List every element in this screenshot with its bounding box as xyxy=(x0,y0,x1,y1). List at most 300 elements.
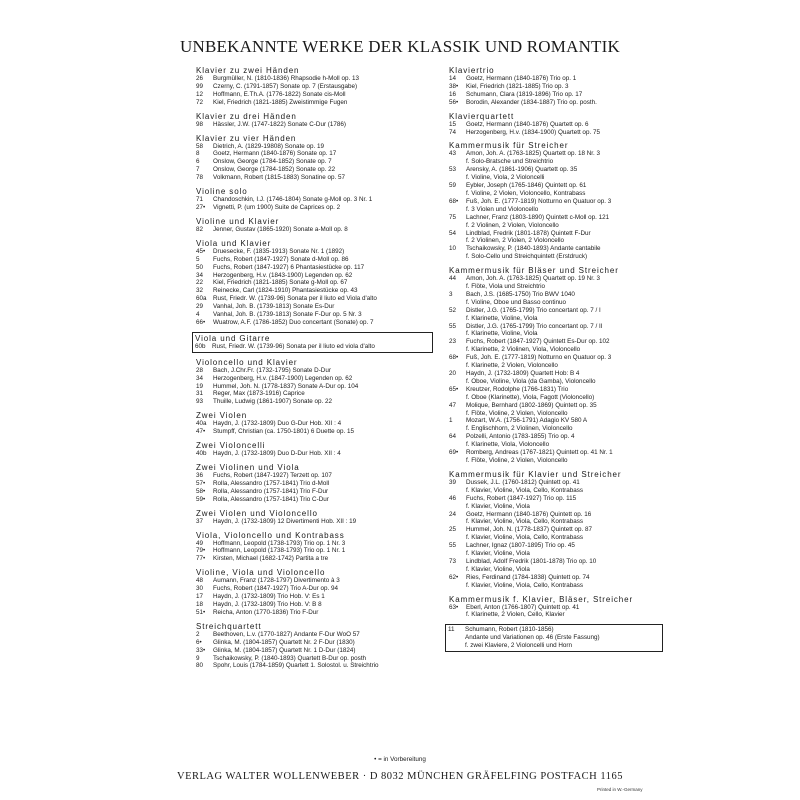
catalog-entry xyxy=(196,226,431,234)
catalog-entry xyxy=(449,457,665,465)
entry-number xyxy=(449,330,466,338)
catalog-entry xyxy=(449,291,665,299)
entry-text: Andante und Variationen op. 46 (Erste Fassung) xyxy=(465,634,600,642)
catalog-section xyxy=(192,332,433,353)
catalog-entry xyxy=(449,129,665,137)
catalog-entry xyxy=(449,206,665,214)
entry-text: f. Klavier, Violine, Viola, Cello, Kontrabass xyxy=(466,518,584,526)
entry-text: Lindblad, Fredrik (1801-1878) Quintett F-Dur xyxy=(466,229,591,237)
entry-text: Herzogenberg, H.v. (1834-1900) Quartett op. 75 xyxy=(466,128,600,136)
entry-text: Chandoschkin, I.J. (1746-1804) Sonate g-Moll op. 3 Nr. 1 xyxy=(213,196,373,204)
entry-text: Amon, Joh. A. (1763-1825) Quartett op. 19 Nr. 3 xyxy=(466,275,601,283)
catalog-entry xyxy=(449,518,665,526)
entry-text: Spohr, Louis (1784-1859) Quartett 1. Solostol. u. Streichtrio xyxy=(213,662,379,670)
catalog-entry xyxy=(196,555,431,563)
catalog-entry xyxy=(196,279,431,287)
entry-text: Jenner, Gustav (1865-1920) Sonate a-Moll op. 8 xyxy=(213,225,348,233)
entry-text: f. Englischhorn, 2 Violinen, Violoncello xyxy=(466,425,573,433)
entry-number: 7 xyxy=(196,166,200,174)
catalog-section xyxy=(445,624,663,652)
catalog-entry xyxy=(449,354,665,362)
entry-number xyxy=(449,190,466,198)
entry-text: Kirsten, Michael (1682-1742) Partita a tre xyxy=(213,555,329,563)
catalog-entry xyxy=(196,647,431,655)
entry-text: Schumann, Robert (1810-1856) xyxy=(465,626,554,634)
catalog-entry xyxy=(196,450,431,458)
catalog-section xyxy=(196,112,431,129)
entry-text: f. Flöte, Violine, 2 Violen, Violoncello xyxy=(466,409,568,417)
section-heading: Kammermusik für Klavier und Streicher xyxy=(449,469,622,479)
entry-number: 9 xyxy=(196,654,200,662)
entry-text: f. zwei Klaviere, 2 Violoncelli und Horn xyxy=(465,642,572,650)
catalog-entry xyxy=(196,585,431,593)
entry-text: Fuchs, Robert (1847-1927) Trio A-Dur op. 94 xyxy=(213,585,338,593)
entry-text: Reicha, Anton (1770-1836) Trio F-Dur xyxy=(213,608,319,616)
entry-text: Lachner, Ignaz (1807-1895) Trio op. 45 xyxy=(466,542,575,550)
entry-text: Stumpff, Christian (ca. 1750-1801) 6 Duette op. 15 xyxy=(213,428,354,436)
catalog-entry xyxy=(196,303,431,311)
entry-number xyxy=(449,283,466,291)
catalog-entry xyxy=(449,275,665,283)
entry-number: 75 xyxy=(449,213,457,221)
entry-text: Haydn, J. (1732-1809) Duo D-Dur Hob. XII : 4 xyxy=(213,450,341,458)
catalog-entry xyxy=(196,383,431,391)
entry-number: 72 xyxy=(196,98,204,106)
section-heading: Violine, Viola und Violoncello xyxy=(196,568,326,578)
catalog-entry xyxy=(449,511,665,519)
catalog-section xyxy=(196,441,431,458)
section-heading: Viola und Gitarre xyxy=(195,333,271,343)
entry-number xyxy=(448,634,465,642)
entry-text: Onslow, George (1784-1852) Sonate op. 7 xyxy=(213,158,332,166)
left-column xyxy=(196,66,431,675)
entry-number: 36 xyxy=(196,472,204,479)
section-heading: Zwei Violinen und Viola xyxy=(196,463,300,472)
entry-text: Dietrich, A. (1829-19808) Sonate op. 19 xyxy=(213,142,324,150)
entry-text: f. 3 Violen und Violoncello xyxy=(466,205,539,213)
catalog-entry xyxy=(196,150,431,158)
catalog-entry xyxy=(449,338,665,346)
entry-text: f. 2 Violinen, 2 Violen, 2 Violoncello xyxy=(466,237,565,245)
entry-number: 33• xyxy=(196,646,206,654)
entry-text: Molique, Bernhard (1802-1869) Quintett op. 35 xyxy=(466,401,597,409)
entry-number xyxy=(449,378,466,386)
section-heading: Viola und Klavier xyxy=(196,238,272,248)
section-heading: Klavier zu vier Händen xyxy=(196,133,297,143)
entry-text: Onslow, George (1784-1852) Sonate op. 22 xyxy=(213,166,336,174)
catalog-entry xyxy=(449,566,665,574)
section-heading: Streichquartett xyxy=(196,621,262,631)
entry-number: 73 xyxy=(449,557,457,565)
catalog-section xyxy=(449,266,665,465)
entry-number: 18 xyxy=(196,600,204,608)
entry-number: 66• xyxy=(196,318,206,326)
section-heading: Klavier zu drei Händen xyxy=(196,111,297,121)
entry-text: Romberg, Andreas (1767-1821) Quintett op. 41 Nr. 1 xyxy=(466,449,613,457)
entry-number: 34 xyxy=(196,374,204,382)
entry-text: Czerny, C. (1791-1857) Sonate op. 7 (Erstausgabe) xyxy=(213,82,358,90)
catalog-section xyxy=(449,112,665,137)
catalog-entry xyxy=(196,390,431,398)
catalog-entry xyxy=(196,577,431,585)
entry-number: 60a xyxy=(196,295,207,303)
entry-number: 27• xyxy=(196,203,206,211)
entry-text: Vanhal, Joh. B. (1739-1813) Sonate F-Dur op. 5 Nr. 3 xyxy=(213,311,362,319)
section-heading: Zwei Violoncelli xyxy=(196,441,266,451)
catalog-entry xyxy=(196,540,431,548)
catalog-entry xyxy=(449,315,665,323)
entry-number xyxy=(449,441,466,449)
entry-text: Tschaikowsky, P. (1840-1893) Quartett B-Dur op. posth xyxy=(213,654,367,662)
catalog-entry xyxy=(196,472,431,480)
entry-text: Fuchs, Robert (1847-1927) Terzett op. 107 xyxy=(213,472,332,479)
catalog-entry xyxy=(449,433,665,441)
catalog-entry xyxy=(449,214,665,222)
entry-text: f. Solo-Cello und Streichquintett (Erstdruck) xyxy=(466,253,588,261)
entry-text: Fuchs, Robert (1847-1927) Trio op. 115 xyxy=(466,494,577,502)
page-title: UNBEKANNTE WERKE DER KLASSIK UND ROMANTIK xyxy=(180,37,620,56)
entry-number xyxy=(449,253,466,261)
entry-number: 3 xyxy=(449,290,453,298)
catalog-entry xyxy=(196,166,431,174)
entry-number: 71 xyxy=(196,196,204,204)
entry-text: Reger, Max (1873-1916) Caprice xyxy=(213,390,305,398)
entry-number: 37 xyxy=(196,517,204,525)
catalog-entry xyxy=(196,662,431,670)
section-heading: Violine solo xyxy=(196,187,248,197)
entry-number: 43 xyxy=(449,150,457,158)
entry-number xyxy=(449,550,466,558)
catalog-entry xyxy=(196,518,431,526)
catalog-section xyxy=(196,463,431,504)
catalog-entry xyxy=(449,582,665,590)
catalog-entry xyxy=(196,272,431,280)
entry-text: Lachner, Franz (1803-1890) Quintett c-Moll op. 121 xyxy=(466,213,610,221)
entry-text: Fuß, Joh. E. (1777-1819) Notturno en Quatuor op. 3 xyxy=(466,197,612,205)
catalog-entry xyxy=(196,99,431,107)
entry-number: 14 xyxy=(449,75,457,82)
catalog-entry xyxy=(449,346,665,354)
entry-number: 55 xyxy=(449,542,457,550)
entry-text: Fuchs, Robert (1847-1927) 6 Phantasiestücke op. 117 xyxy=(213,263,365,271)
section-heading: Kammermusik f. Klavier, Bläser, Streicher xyxy=(449,594,634,604)
catalog-section xyxy=(196,622,431,671)
entry-number: 39 xyxy=(449,478,457,486)
entry-number xyxy=(449,299,466,307)
entry-text: f. Klavier, Violine, Viola, Cello, Kontrabass xyxy=(466,581,584,589)
catalog-entry xyxy=(449,526,665,534)
entry-text: Bach, J.S. (1685-1750) Trio BWV 1040 xyxy=(466,290,575,298)
catalog-entry xyxy=(449,425,665,433)
entry-number xyxy=(449,222,466,230)
entry-number xyxy=(449,346,466,354)
entry-text: Rolla, Alessandro (1757-1841) Trio C-Dur xyxy=(213,495,329,503)
catalog-section xyxy=(196,66,431,107)
entry-text: f. Klavier, Violine, Viola, Cello, Kontrabass xyxy=(466,486,584,494)
entry-text: Hässler, J.W. (1747-1822) Sonate C-Dur (1786) xyxy=(213,120,346,128)
entry-number: 80 xyxy=(196,662,204,670)
catalog-entry xyxy=(196,264,431,272)
catalog-entry xyxy=(449,323,665,331)
entry-number: 30 xyxy=(196,585,204,593)
entry-number: 63• xyxy=(449,603,459,611)
catalog-entry xyxy=(449,75,665,83)
entry-number: 65• xyxy=(449,385,459,393)
catalog-entry xyxy=(196,480,431,488)
entry-number: 58• xyxy=(196,487,206,495)
entry-text: Hoffmann, E.Th.A. (1776-1822) Sonate cis-Moll xyxy=(213,90,346,98)
entry-number: 46 xyxy=(449,494,457,502)
catalog-entry xyxy=(196,248,431,256)
entry-number xyxy=(449,582,466,590)
catalog-section xyxy=(449,595,665,620)
catalog-entry xyxy=(449,222,665,230)
entry-text: Polzelli, Antonio (1783-1855) Trio op. 4 xyxy=(466,433,575,441)
entry-text: f. Oboe (Klarinette), Viola, Fagott (Violoncello) xyxy=(466,393,595,401)
catalog-entry xyxy=(196,295,431,303)
catalog-entry xyxy=(449,558,665,566)
entry-text: Fuchs, Robert (1847-1927) Quintett Es-Dur op. 102 xyxy=(466,338,610,346)
entry-number: 24 xyxy=(449,510,457,518)
catalog-section xyxy=(196,531,431,564)
entry-number: 56• xyxy=(449,98,459,106)
entry-text: Kiel, Friedrich (1821-1885) Trio op. 3 xyxy=(466,82,569,90)
catalog-section xyxy=(449,470,665,590)
entry-number: 31 xyxy=(196,390,204,398)
entry-number: 57• xyxy=(196,479,206,487)
entry-text: Kiel, Friedrich (1821-1885) Zweistimmige Fugen xyxy=(213,98,348,106)
entry-text: Druesecke, F. (1835-1913) Sonate Nr. 1 (1892) xyxy=(213,247,345,255)
entry-number: 62• xyxy=(449,573,459,581)
catalog-entry xyxy=(449,542,665,550)
catalog-entry xyxy=(196,75,431,83)
entry-number: 47 xyxy=(449,401,457,409)
entry-text: Goetz, Hermann (1840-1876) Sonate op. 17 xyxy=(213,150,337,158)
catalog-entry xyxy=(449,190,665,198)
catalog-entry xyxy=(196,143,431,151)
catalog-entry xyxy=(449,417,665,425)
section-heading: Klaviertrio xyxy=(449,66,495,75)
entry-text: Arensky, A. (1861-1906) Quartett op. 35 xyxy=(466,166,578,174)
catalog-entry xyxy=(196,174,431,182)
section-heading: Violoncello und Klavier xyxy=(196,357,298,367)
entry-text: f. Violine, Oboe und Basso continuo xyxy=(466,298,567,306)
catalog-entry xyxy=(196,655,431,663)
catalog-entry xyxy=(196,601,431,609)
entry-text: Aumann, Franz (1728-1797) Divertimento à 3 xyxy=(213,577,340,585)
entry-text: Hummel, Joh. N. (1778-1837) Quintett op. 87 xyxy=(466,526,593,534)
entry-text: Wuatrow, A.F. (1786-1852) Duo concertant (Sonate) op. 7 xyxy=(213,318,374,326)
entry-text: f. 2 Violinen, 2 Violen, Violoncello xyxy=(466,221,559,229)
entry-number: 6 xyxy=(196,158,200,166)
entry-text: Glinka, M. (1804-1857) Quartett Nr. 1 D-Dur (1824) xyxy=(213,646,356,654)
entry-text: Reinecke, Carl (1824-1910) Phantasiestücke op. 43 xyxy=(213,287,358,295)
section-heading: Zwei Violen xyxy=(196,411,248,421)
catalog-entry xyxy=(196,158,431,166)
entry-number: 11 xyxy=(448,626,455,634)
entry-text: Herzogenberg, H.v. (1843-1900) Legenden op. 62 xyxy=(213,271,353,279)
entry-text: Fuß, Joh. E. (1777-1819) Notturno en Quatuor op. 3 xyxy=(466,354,612,362)
entry-number: 51• xyxy=(196,608,206,616)
entry-text: Goetz, Hermann (1840-1876) Quintett op. 16 xyxy=(466,510,592,518)
entry-text: Goetz, Hermann (1840-1876) Quartett op. 6 xyxy=(466,120,589,128)
entry-text: f. Klarinette, Viola, Violoncello xyxy=(466,441,550,449)
catalog-entry xyxy=(449,479,665,487)
catalog-section xyxy=(449,66,665,107)
entry-text: f. Klavier, Violine, Viola, Cello, Kontrabass xyxy=(466,534,584,542)
entry-text: Haydn, J. (1732-1809) Duo G-Dur Hob. XII : 4 xyxy=(213,420,342,428)
entry-text: Eberl, Anton (1766-1807) Quintett op. 41 xyxy=(466,603,580,611)
catalog-entry xyxy=(449,99,665,107)
entry-number: 82 xyxy=(196,225,204,233)
catalog-entry xyxy=(196,631,431,639)
entry-text: Vanhal, Joh. B. (1739-1813) Sonate Es-Dur xyxy=(213,303,335,311)
entry-text: Volkmann, Robert (1815-1883) Sonatine op. 57 xyxy=(213,174,345,182)
catalog-entry xyxy=(449,611,665,619)
entry-number: 15 xyxy=(449,120,457,128)
entry-number: 59• xyxy=(196,495,206,503)
catalog-section xyxy=(196,568,431,617)
entry-text: Rolla, Alessandro (1757-1841) Trio d-Moll xyxy=(213,479,330,487)
catalog-entry xyxy=(449,245,665,253)
entry-text: f. Violine, Viola, 2 Violoncelli xyxy=(466,174,545,182)
entry-text: f. Klarinette, 2 Violinen, Viola, Violoncello xyxy=(466,346,581,354)
catalog-entry xyxy=(449,307,665,315)
catalog-entry xyxy=(449,198,665,206)
catalog-entry xyxy=(196,204,431,212)
section-heading: Zwei Violen und Violoncello xyxy=(196,508,318,518)
entry-number: 50 xyxy=(196,263,204,271)
entry-number: 12 xyxy=(196,90,204,98)
entry-number: 45• xyxy=(196,247,206,255)
entry-number: 25 xyxy=(449,526,457,534)
entry-number: 44 xyxy=(449,275,457,283)
catalog-entry xyxy=(449,503,665,511)
catalog-section xyxy=(196,239,431,327)
entry-number xyxy=(449,410,466,418)
right-column xyxy=(449,66,665,657)
catalog-entry xyxy=(196,428,431,436)
entry-text: Amon, Joh. A. (1763-1825) Quartett op. 18 Nr. 3 xyxy=(466,150,601,158)
entry-text: Goetz, Hermann (1840-1876) Trio op. 1 xyxy=(466,75,577,82)
entry-number: 5 xyxy=(196,255,200,263)
catalog-entry xyxy=(449,330,665,338)
entry-number: 6• xyxy=(196,638,202,646)
catalog-entry xyxy=(196,83,431,91)
entry-text: Rust, Friedr. W. (1739-96) Sonata per il liuto ed Viola d'alto xyxy=(213,295,377,303)
entry-text: Bach, J.Chr.Fr. (1732-1795) Sonate D-Dur xyxy=(213,366,331,374)
catalog-entry xyxy=(449,230,665,238)
catalog-entry xyxy=(196,375,431,383)
entry-number xyxy=(449,487,466,495)
publisher-line: VERLAG WALTER WOLLENWEBER · D 8032 MÜNCHEN GRÄFELFING POSTFACH 1165 xyxy=(176,771,623,782)
entry-number: 40b xyxy=(196,450,207,458)
entry-text: Distler, J.G. (1765-1799) Trio concertant op. 7 / II xyxy=(466,322,603,330)
section-heading: Klavierquartett xyxy=(449,111,515,121)
catalog-entry xyxy=(449,402,665,410)
catalog-entry xyxy=(449,121,665,129)
entry-number xyxy=(448,642,465,650)
entry-text: Kiel, Friedrich (1821-1885) Sonate g-Moll op. 67 xyxy=(213,279,348,287)
entry-number: 2 xyxy=(196,630,200,638)
catalog-section xyxy=(196,187,431,212)
entry-number xyxy=(449,237,466,245)
entry-number: 64 xyxy=(449,433,457,441)
entry-number: 32 xyxy=(196,287,204,295)
entry-text: f. Flöte, Violine, 2 Violen, Violoncello xyxy=(466,456,568,464)
entry-text: f. Oboe, Violine, Viola (da Gamba), Violoncello xyxy=(466,377,596,385)
entry-text: Glinka, M. (1804-1857) Quartett Nr. 2 F-Dur (1830) xyxy=(213,638,355,646)
entry-text: f. Klavier, Violine, Viola xyxy=(466,550,530,558)
entry-number xyxy=(449,394,466,402)
entry-number: 78 xyxy=(196,174,204,182)
catalog-entry xyxy=(449,283,665,291)
catalog-entry xyxy=(196,593,431,601)
entry-text: Hummel, Joh. N. (1778-1837) Sonate A-Dur op. 104 xyxy=(213,382,359,390)
entry-text: f. Flöte, Viola und Streichtrio xyxy=(466,283,545,291)
entry-number: 77• xyxy=(196,555,206,563)
catalog-entry xyxy=(449,441,665,449)
entry-text: Eybler, Joseph (1765-1846) Quintett op. 61 xyxy=(466,182,587,190)
entry-text: Kreutzer, Rodolphe (1766-1831) Trio xyxy=(466,385,569,393)
entry-text: Distler, J.G. (1765-1799) Trio concertant op. 7 / I xyxy=(466,306,601,314)
entry-text: Burgmüller, N. (1810-1836) Rhapsodie h-Moll op. 13 xyxy=(213,75,359,82)
entry-number xyxy=(449,534,466,542)
catalog-entry xyxy=(449,410,665,418)
entry-text: f. Klavier, Violine, Viola xyxy=(466,565,530,573)
entry-number: 17 xyxy=(196,593,204,601)
catalog-section xyxy=(196,134,431,183)
entry-number: 40a xyxy=(196,420,207,428)
entry-number: 1 xyxy=(449,417,453,425)
entry-number xyxy=(449,503,466,511)
entry-text: Ries, Ferdinand (1784-1838) Quintett op. 74 xyxy=(466,573,590,581)
catalog-entry xyxy=(449,495,665,503)
catalog-entry xyxy=(449,150,665,158)
section-heading: Klavier zu zwei Händen xyxy=(196,66,300,75)
catalog-section xyxy=(196,411,431,436)
catalog-entry xyxy=(449,394,665,402)
catalog-section xyxy=(196,358,431,407)
entry-number: 68• xyxy=(449,354,459,362)
catalog-entry xyxy=(196,287,431,295)
catalog-section xyxy=(449,141,665,261)
entry-number: 69• xyxy=(449,449,459,457)
printed-in-label: Printed in W.-Germany xyxy=(597,787,643,792)
entry-number: 26 xyxy=(196,75,204,82)
catalog-entry xyxy=(196,609,431,617)
catalog-entry xyxy=(196,121,431,129)
catalog-entry xyxy=(449,253,665,261)
catalog-entry xyxy=(449,158,665,166)
entry-number: 99 xyxy=(196,82,204,90)
entry-number: 4 xyxy=(196,311,200,319)
catalog-entry xyxy=(196,367,431,375)
entry-number: 23 xyxy=(449,338,457,346)
catalog-entry xyxy=(449,299,665,307)
entry-text: f. Klarinette, Violine, Viola xyxy=(466,314,538,322)
entry-number: 29 xyxy=(196,303,204,311)
catalog-entry xyxy=(448,634,660,642)
catalog-entry xyxy=(196,319,431,327)
catalog-entry xyxy=(449,386,665,394)
entry-text: Schumann, Clara (1819-1896) Trio op. 17 xyxy=(466,90,583,98)
entry-number: 53 xyxy=(449,166,457,174)
entry-number: 59 xyxy=(449,182,457,190)
entry-text: Lindblad, Adolf Fredrik (1801-1878) Trio op. 10 xyxy=(466,557,597,565)
entry-text: f. Klarinette, 2 Violen, Cello, Klavier xyxy=(466,611,565,619)
catalog-entry xyxy=(196,196,431,204)
